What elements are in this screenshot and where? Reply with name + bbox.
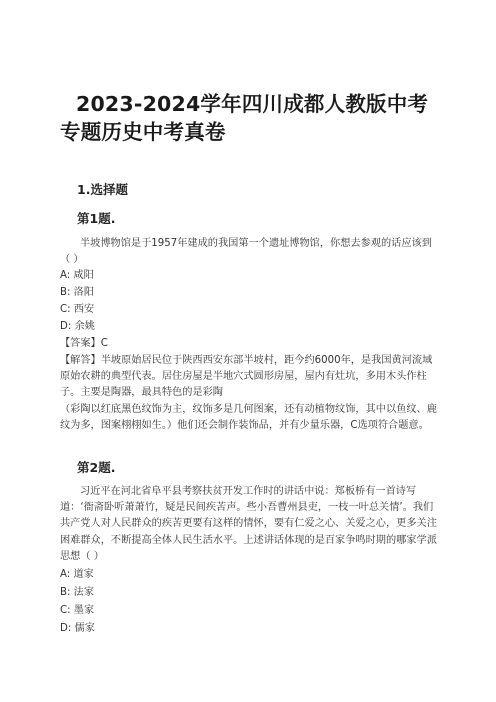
- question-1-analysis-continued: （彩陶以红底黑色纹饰为主，纹饰多是几何图案，还有动植物纹饰，其中以鱼纹、鹿纹为多，图案栩栩如生。）他们还会制作装饰品，并有少量乐器，C选项符合题意。: [60, 404, 437, 432]
- question-2-option-c: C: 墨家: [60, 605, 95, 616]
- question-1-answer: 【答案】C: [60, 338, 108, 349]
- question-2-option-a: A: 道家: [60, 569, 94, 580]
- question-1-option-a: A: 咸阳: [60, 270, 94, 281]
- section-heading: 1.选择题: [77, 182, 128, 197]
- question-1-stem: 半坡博物馆是于1957年建成的我国第一个遗址博物馆，你想去参观的话应该到（ ）: [60, 238, 432, 266]
- question-1-analysis: 【解答】半坡原始居民位于陕西西安东部半坡村，距今约6000年，是我国黄河流域原始农耕的典型代表。居住房屋是半地穴式圆形房屋，屋内有灶坑，多用木头作柱子。主要是陶器，最具特色的是彩陶: [60, 355, 433, 399]
- question-1-option-c: C: 西安: [60, 304, 95, 315]
- question-2-heading: 第2题.: [77, 460, 116, 475]
- question-2-option-d: D: 儒家: [60, 623, 95, 634]
- question-1-option-d: D: 余姚: [60, 321, 95, 332]
- question-1-heading: 第1题.: [77, 211, 116, 226]
- question-2-option-b: B: 法家: [60, 587, 95, 598]
- question-2-stem: 习近平在河北省阜平县考察扶贫开发工作时的讲话中说：郑板桥有一首诗写道：‘衙斋卧听萧萧竹，疑是民间疾苦声。些小吾曹州县吏，一枝一叶总关情’。我们共产党人对人民群众的疾苦更要有这样的情怀，要有仁爱之心、关爱之心，更多关注困难群众，不断提高全体人民生活水平。上述讲话体现的是百家争鸣时期的哪家学派思想（ ）: [60, 486, 437, 562]
- question-1-option-b: B: 洛阳: [60, 287, 95, 298]
- page-title: 2023-2024学年四川成都人教版中考专题历史中考真卷: [60, 92, 429, 144]
